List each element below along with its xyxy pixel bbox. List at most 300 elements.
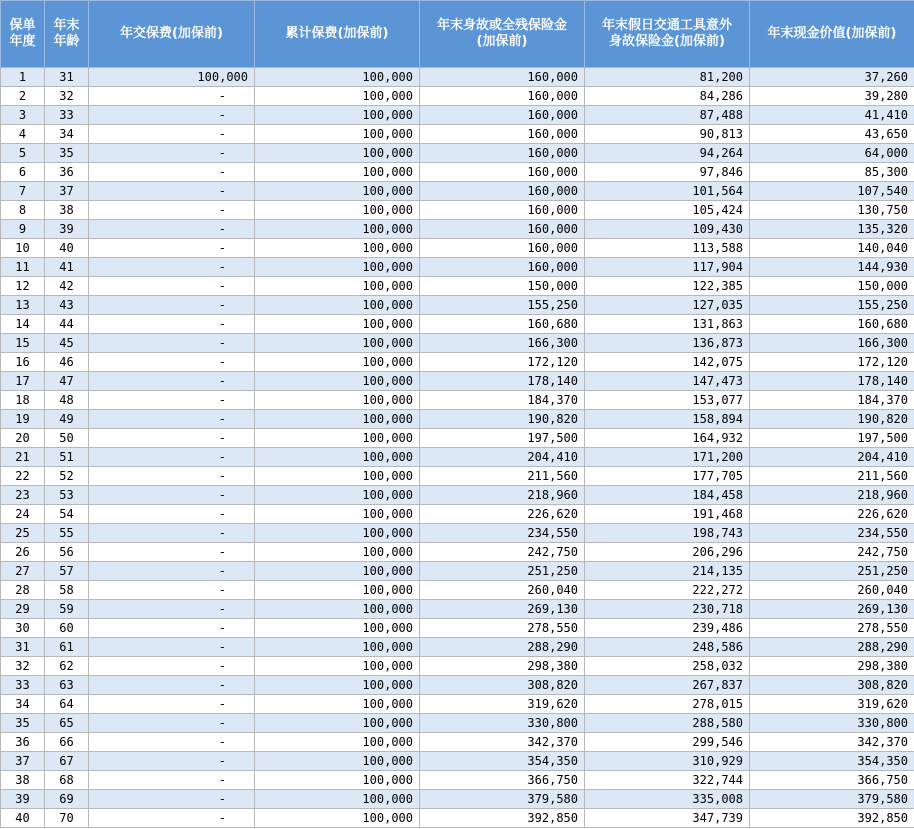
death-benefit-cell: 178,140 xyxy=(420,372,585,391)
table-row xyxy=(1,600,914,619)
age-cell: 38 xyxy=(45,201,89,220)
cash-value-cell: 107,540 xyxy=(750,182,914,201)
table-row xyxy=(1,676,914,695)
age-cell: 33 xyxy=(45,106,89,125)
annual-premium-cell: - xyxy=(89,182,255,201)
age-cell: 58 xyxy=(45,581,89,600)
cash-value-cell: 43,650 xyxy=(750,125,914,144)
policy-year-cell: 26 xyxy=(1,543,45,562)
table-row xyxy=(1,581,914,600)
policy-year-cell: 34 xyxy=(1,695,45,714)
cumulative-premium-cell: 100,000 xyxy=(255,201,420,220)
cumulative-premium-cell: 100,000 xyxy=(255,277,420,296)
holiday-accident-benefit-cell: 222,272 xyxy=(585,581,750,600)
holiday-accident-benefit-cell: 288,580 xyxy=(585,714,750,733)
policy-year-cell: 9 xyxy=(1,220,45,239)
cumulative-premium-cell: 100,000 xyxy=(255,106,420,125)
header-cash-value: 年末现金价值(加保前) xyxy=(750,1,914,68)
table-row xyxy=(1,524,914,543)
table-row xyxy=(1,277,914,296)
annual-premium-cell: - xyxy=(89,676,255,695)
death-benefit-cell: 330,800 xyxy=(420,714,585,733)
death-benefit-cell: 197,500 xyxy=(420,429,585,448)
age-cell: 42 xyxy=(45,277,89,296)
cumulative-premium-cell: 100,000 xyxy=(255,562,420,581)
table-row xyxy=(1,809,914,828)
annual-premium-cell: - xyxy=(89,771,255,790)
cumulative-premium-cell: 100,000 xyxy=(255,410,420,429)
cash-value-cell: 278,550 xyxy=(750,619,914,638)
death-benefit-cell: 211,560 xyxy=(420,467,585,486)
cash-value-cell: 197,500 xyxy=(750,429,914,448)
cumulative-premium-cell: 100,000 xyxy=(255,505,420,524)
cumulative-premium-cell: 100,000 xyxy=(255,467,420,486)
age-cell: 69 xyxy=(45,790,89,809)
holiday-accident-benefit-cell: 322,744 xyxy=(585,771,750,790)
cumulative-premium-cell: 100,000 xyxy=(255,87,420,106)
cumulative-premium-cell: 100,000 xyxy=(255,543,420,562)
annual-premium-cell: - xyxy=(89,733,255,752)
death-benefit-cell: 342,370 xyxy=(420,733,585,752)
cumulative-premium-cell: 100,000 xyxy=(255,600,420,619)
annual-premium-cell: - xyxy=(89,410,255,429)
table-row xyxy=(1,638,914,657)
age-cell: 59 xyxy=(45,600,89,619)
cumulative-premium-cell: 100,000 xyxy=(255,695,420,714)
annual-premium-cell: - xyxy=(89,638,255,657)
death-benefit-cell: 278,550 xyxy=(420,619,585,638)
header-death-benefit: 年末身故或全残保险金 (加保前) xyxy=(420,1,585,68)
cumulative-premium-cell: 100,000 xyxy=(255,524,420,543)
holiday-accident-benefit-cell: 147,473 xyxy=(585,372,750,391)
age-cell: 60 xyxy=(45,619,89,638)
cash-value-cell: 366,750 xyxy=(750,771,914,790)
cash-value-cell: 144,930 xyxy=(750,258,914,277)
age-cell: 56 xyxy=(45,543,89,562)
cash-value-cell: 39,280 xyxy=(750,87,914,106)
death-benefit-cell: 190,820 xyxy=(420,410,585,429)
death-benefit-cell: 150,000 xyxy=(420,277,585,296)
age-cell: 39 xyxy=(45,220,89,239)
policy-year-cell: 36 xyxy=(1,733,45,752)
table-row xyxy=(1,106,914,125)
cash-value-cell: 41,410 xyxy=(750,106,914,125)
annual-premium-cell: - xyxy=(89,277,255,296)
cash-value-cell: 308,820 xyxy=(750,676,914,695)
header-cumulative-premium: 累计保费(加保前) xyxy=(255,1,420,68)
death-benefit-cell: 354,350 xyxy=(420,752,585,771)
header-row xyxy=(1,1,914,68)
cumulative-premium-cell: 100,000 xyxy=(255,733,420,752)
cumulative-premium-cell: 100,000 xyxy=(255,790,420,809)
cash-value-cell: 155,250 xyxy=(750,296,914,315)
cumulative-premium-cell: 100,000 xyxy=(255,676,420,695)
policy-year-cell: 2 xyxy=(1,87,45,106)
death-benefit-cell: 155,250 xyxy=(420,296,585,315)
table-row xyxy=(1,543,914,562)
policy-year-cell: 25 xyxy=(1,524,45,543)
age-cell: 68 xyxy=(45,771,89,790)
annual-premium-cell: - xyxy=(89,258,255,277)
table-row xyxy=(1,144,914,163)
table-row xyxy=(1,201,914,220)
age-cell: 34 xyxy=(45,125,89,144)
annual-premium-cell: - xyxy=(89,486,255,505)
cumulative-premium-cell: 100,000 xyxy=(255,657,420,676)
cash-value-cell: 226,620 xyxy=(750,505,914,524)
table-row xyxy=(1,258,914,277)
cash-value-cell: 204,410 xyxy=(750,448,914,467)
table-row xyxy=(1,315,914,334)
table-row xyxy=(1,163,914,182)
death-benefit-cell: 160,000 xyxy=(420,125,585,144)
cumulative-premium-cell: 100,000 xyxy=(255,752,420,771)
cumulative-premium-cell: 100,000 xyxy=(255,296,420,315)
policy-year-cell: 31 xyxy=(1,638,45,657)
table-row xyxy=(1,714,914,733)
policy-year-cell: 1 xyxy=(1,68,45,87)
policy-year-cell: 8 xyxy=(1,201,45,220)
holiday-accident-benefit-cell: 127,035 xyxy=(585,296,750,315)
cash-value-cell: 64,000 xyxy=(750,144,914,163)
table-row xyxy=(1,733,914,752)
policy-year-cell: 12 xyxy=(1,277,45,296)
holiday-accident-benefit-cell: 84,286 xyxy=(585,87,750,106)
holiday-accident-benefit-cell: 105,424 xyxy=(585,201,750,220)
death-benefit-cell: 308,820 xyxy=(420,676,585,695)
annual-premium-cell: - xyxy=(89,448,255,467)
holiday-accident-benefit-cell: 184,458 xyxy=(585,486,750,505)
cash-value-cell: 342,370 xyxy=(750,733,914,752)
death-benefit-cell: 160,000 xyxy=(420,201,585,220)
policy-year-cell: 21 xyxy=(1,448,45,467)
holiday-accident-benefit-cell: 310,929 xyxy=(585,752,750,771)
holiday-accident-benefit-cell: 171,200 xyxy=(585,448,750,467)
death-benefit-cell: 160,000 xyxy=(420,258,585,277)
death-benefit-cell: 242,750 xyxy=(420,543,585,562)
annual-premium-cell: - xyxy=(89,524,255,543)
annual-premium-cell: - xyxy=(89,657,255,676)
cash-value-cell: 190,820 xyxy=(750,410,914,429)
cash-value-cell: 218,960 xyxy=(750,486,914,505)
header-annual-premium: 年交保费(加保前) xyxy=(89,1,255,68)
cash-value-cell: 354,350 xyxy=(750,752,914,771)
table-row xyxy=(1,182,914,201)
cumulative-premium-cell: 100,000 xyxy=(255,353,420,372)
death-benefit-cell: 298,380 xyxy=(420,657,585,676)
policy-year-cell: 32 xyxy=(1,657,45,676)
policy-year-cell: 13 xyxy=(1,296,45,315)
annual-premium-cell: - xyxy=(89,315,255,334)
age-cell: 61 xyxy=(45,638,89,657)
age-cell: 70 xyxy=(45,809,89,828)
age-cell: 65 xyxy=(45,714,89,733)
table-row xyxy=(1,657,914,676)
cash-value-cell: 178,140 xyxy=(750,372,914,391)
cash-value-cell: 140,040 xyxy=(750,239,914,258)
table-row xyxy=(1,467,914,486)
cumulative-premium-cell: 100,000 xyxy=(255,239,420,258)
age-cell: 35 xyxy=(45,144,89,163)
annual-premium-cell: - xyxy=(89,106,255,125)
age-cell: 54 xyxy=(45,505,89,524)
age-cell: 66 xyxy=(45,733,89,752)
age-cell: 45 xyxy=(45,334,89,353)
death-benefit-cell: 160,000 xyxy=(420,106,585,125)
holiday-accident-benefit-cell: 206,296 xyxy=(585,543,750,562)
holiday-accident-benefit-cell: 122,385 xyxy=(585,277,750,296)
table-row xyxy=(1,68,914,87)
table-row xyxy=(1,353,914,372)
holiday-accident-benefit-cell: 239,486 xyxy=(585,619,750,638)
age-cell: 52 xyxy=(45,467,89,486)
header-age: 年末 年龄 xyxy=(45,1,89,68)
age-cell: 31 xyxy=(45,68,89,87)
holiday-accident-benefit-cell: 278,015 xyxy=(585,695,750,714)
table-row xyxy=(1,448,914,467)
policy-year-cell: 18 xyxy=(1,391,45,410)
cash-value-cell: 242,750 xyxy=(750,543,914,562)
cumulative-premium-cell: 100,000 xyxy=(255,486,420,505)
holiday-accident-benefit-cell: 81,200 xyxy=(585,68,750,87)
policy-year-cell: 15 xyxy=(1,334,45,353)
cumulative-premium-cell: 100,000 xyxy=(255,315,420,334)
annual-premium-cell: - xyxy=(89,220,255,239)
policy-year-cell: 33 xyxy=(1,676,45,695)
policy-year-cell: 27 xyxy=(1,562,45,581)
cumulative-premium-cell: 100,000 xyxy=(255,391,420,410)
policy-year-cell: 5 xyxy=(1,144,45,163)
policy-year-cell: 19 xyxy=(1,410,45,429)
death-benefit-cell: 160,000 xyxy=(420,144,585,163)
policy-year-cell: 23 xyxy=(1,486,45,505)
death-benefit-cell: 379,580 xyxy=(420,790,585,809)
table-row xyxy=(1,695,914,714)
policy-year-cell: 28 xyxy=(1,581,45,600)
cash-value-cell: 251,250 xyxy=(750,562,914,581)
death-benefit-cell: 260,040 xyxy=(420,581,585,600)
holiday-accident-benefit-cell: 198,743 xyxy=(585,524,750,543)
annual-premium-cell: - xyxy=(89,144,255,163)
cumulative-premium-cell: 100,000 xyxy=(255,372,420,391)
death-benefit-cell: 234,550 xyxy=(420,524,585,543)
table-row xyxy=(1,87,914,106)
cash-value-cell: 85,300 xyxy=(750,163,914,182)
annual-premium-cell: - xyxy=(89,163,255,182)
holiday-accident-benefit-cell: 117,904 xyxy=(585,258,750,277)
table-row xyxy=(1,372,914,391)
age-cell: 36 xyxy=(45,163,89,182)
policy-year-cell: 6 xyxy=(1,163,45,182)
annual-premium-cell: - xyxy=(89,505,255,524)
cash-value-cell: 269,130 xyxy=(750,600,914,619)
death-benefit-cell: 160,000 xyxy=(420,163,585,182)
age-cell: 37 xyxy=(45,182,89,201)
policy-year-cell: 30 xyxy=(1,619,45,638)
age-cell: 50 xyxy=(45,429,89,448)
age-cell: 67 xyxy=(45,752,89,771)
holiday-accident-benefit-cell: 347,739 xyxy=(585,809,750,828)
cumulative-premium-cell: 100,000 xyxy=(255,581,420,600)
cash-value-cell: 150,000 xyxy=(750,277,914,296)
cumulative-premium-cell: 100,000 xyxy=(255,638,420,657)
annual-premium-cell: - xyxy=(89,125,255,144)
table-row xyxy=(1,752,914,771)
annual-premium-cell: - xyxy=(89,543,255,562)
holiday-accident-benefit-cell: 131,863 xyxy=(585,315,750,334)
cumulative-premium-cell: 100,000 xyxy=(255,68,420,87)
age-cell: 62 xyxy=(45,657,89,676)
policy-year-cell: 16 xyxy=(1,353,45,372)
death-benefit-cell: 251,250 xyxy=(420,562,585,581)
cumulative-premium-cell: 100,000 xyxy=(255,144,420,163)
cash-value-cell: 130,750 xyxy=(750,201,914,220)
age-cell: 41 xyxy=(45,258,89,277)
annual-premium-cell: - xyxy=(89,695,255,714)
header-holiday-accident-benefit: 年末假日交通工具意外 身故保险金(加保前) xyxy=(585,1,750,68)
header-policy-year: 保单 年度 xyxy=(1,1,45,68)
annual-premium-cell: - xyxy=(89,619,255,638)
death-benefit-cell: 218,960 xyxy=(420,486,585,505)
cumulative-premium-cell: 100,000 xyxy=(255,182,420,201)
cash-value-cell: 379,580 xyxy=(750,790,914,809)
death-benefit-cell: 184,370 xyxy=(420,391,585,410)
death-benefit-cell: 226,620 xyxy=(420,505,585,524)
age-cell: 51 xyxy=(45,448,89,467)
age-cell: 63 xyxy=(45,676,89,695)
cash-value-cell: 160,680 xyxy=(750,315,914,334)
policy-year-cell: 29 xyxy=(1,600,45,619)
policy-year-cell: 38 xyxy=(1,771,45,790)
annual-premium-cell: - xyxy=(89,372,255,391)
annual-premium-cell: - xyxy=(89,600,255,619)
death-benefit-cell: 288,290 xyxy=(420,638,585,657)
table-row xyxy=(1,296,914,315)
cumulative-premium-cell: 100,000 xyxy=(255,809,420,828)
holiday-accident-benefit-cell: 230,718 xyxy=(585,600,750,619)
table-header xyxy=(1,1,914,68)
holiday-accident-benefit-cell: 164,932 xyxy=(585,429,750,448)
table-row xyxy=(1,334,914,353)
policy-year-cell: 22 xyxy=(1,467,45,486)
death-benefit-cell: 160,000 xyxy=(420,68,585,87)
policy-year-cell: 17 xyxy=(1,372,45,391)
table-row xyxy=(1,429,914,448)
holiday-accident-benefit-cell: 191,468 xyxy=(585,505,750,524)
annual-premium-cell: - xyxy=(89,562,255,581)
age-cell: 53 xyxy=(45,486,89,505)
age-cell: 44 xyxy=(45,315,89,334)
policy-year-cell: 39 xyxy=(1,790,45,809)
annual-premium-cell: 100,000 xyxy=(89,68,255,87)
age-cell: 64 xyxy=(45,695,89,714)
policy-year-cell: 11 xyxy=(1,258,45,277)
death-benefit-cell: 160,000 xyxy=(420,220,585,239)
table-row xyxy=(1,562,914,581)
death-benefit-cell: 160,000 xyxy=(420,182,585,201)
age-cell: 43 xyxy=(45,296,89,315)
policy-year-cell: 20 xyxy=(1,429,45,448)
table-row xyxy=(1,505,914,524)
death-benefit-cell: 366,750 xyxy=(420,771,585,790)
holiday-accident-benefit-cell: 97,846 xyxy=(585,163,750,182)
table-row xyxy=(1,410,914,429)
holiday-accident-benefit-cell: 158,894 xyxy=(585,410,750,429)
cumulative-premium-cell: 100,000 xyxy=(255,334,420,353)
annual-premium-cell: - xyxy=(89,429,255,448)
policy-year-cell: 35 xyxy=(1,714,45,733)
cash-value-cell: 172,120 xyxy=(750,353,914,372)
annual-premium-cell: - xyxy=(89,790,255,809)
cash-value-cell: 37,260 xyxy=(750,68,914,87)
cumulative-premium-cell: 100,000 xyxy=(255,258,420,277)
cumulative-premium-cell: 100,000 xyxy=(255,163,420,182)
holiday-accident-benefit-cell: 248,586 xyxy=(585,638,750,657)
policy-year-cell: 4 xyxy=(1,125,45,144)
cash-value-cell: 184,370 xyxy=(750,391,914,410)
policy-year-cell: 24 xyxy=(1,505,45,524)
annual-premium-cell: - xyxy=(89,239,255,258)
table-row xyxy=(1,771,914,790)
annual-premium-cell: - xyxy=(89,353,255,372)
policy-year-cell: 10 xyxy=(1,239,45,258)
cash-value-cell: 392,850 xyxy=(750,809,914,828)
table-row xyxy=(1,486,914,505)
cash-value-cell: 166,300 xyxy=(750,334,914,353)
age-cell: 46 xyxy=(45,353,89,372)
cash-value-cell: 135,320 xyxy=(750,220,914,239)
holiday-accident-benefit-cell: 153,077 xyxy=(585,391,750,410)
policy-year-cell: 7 xyxy=(1,182,45,201)
death-benefit-cell: 204,410 xyxy=(420,448,585,467)
death-benefit-cell: 166,300 xyxy=(420,334,585,353)
holiday-accident-benefit-cell: 109,430 xyxy=(585,220,750,239)
table-row xyxy=(1,239,914,258)
holiday-accident-benefit-cell: 136,873 xyxy=(585,334,750,353)
annual-premium-cell: - xyxy=(89,87,255,106)
death-benefit-cell: 319,620 xyxy=(420,695,585,714)
holiday-accident-benefit-cell: 94,264 xyxy=(585,144,750,163)
holiday-accident-benefit-cell: 267,837 xyxy=(585,676,750,695)
annual-premium-cell: - xyxy=(89,581,255,600)
age-cell: 47 xyxy=(45,372,89,391)
annual-premium-cell: - xyxy=(89,809,255,828)
holiday-accident-benefit-cell: 142,075 xyxy=(585,353,750,372)
cumulative-premium-cell: 100,000 xyxy=(255,448,420,467)
death-benefit-cell: 160,000 xyxy=(420,87,585,106)
annual-premium-cell: - xyxy=(89,467,255,486)
annual-premium-cell: - xyxy=(89,334,255,353)
holiday-accident-benefit-cell: 177,705 xyxy=(585,467,750,486)
death-benefit-cell: 160,680 xyxy=(420,315,585,334)
policy-year-cell: 40 xyxy=(1,809,45,828)
annual-premium-cell: - xyxy=(89,391,255,410)
policy-year-cell: 3 xyxy=(1,106,45,125)
holiday-accident-benefit-cell: 87,488 xyxy=(585,106,750,125)
policy-year-cell: 37 xyxy=(1,752,45,771)
policy-year-cell: 14 xyxy=(1,315,45,334)
annual-premium-cell: - xyxy=(89,296,255,315)
table-row xyxy=(1,790,914,809)
age-cell: 40 xyxy=(45,239,89,258)
cash-value-cell: 319,620 xyxy=(750,695,914,714)
holiday-accident-benefit-cell: 258,032 xyxy=(585,657,750,676)
table-row xyxy=(1,220,914,239)
age-cell: 55 xyxy=(45,524,89,543)
annual-premium-cell: - xyxy=(89,201,255,220)
cumulative-premium-cell: 100,000 xyxy=(255,771,420,790)
cash-value-cell: 298,380 xyxy=(750,657,914,676)
